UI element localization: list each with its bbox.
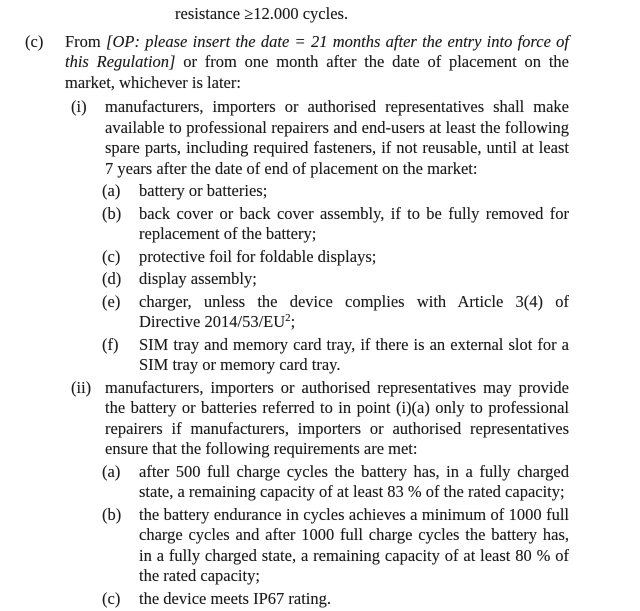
item-c-text-prefix: From <box>65 31 107 51</box>
point-i-sub-e <box>102 291 569 333</box>
point-i-sub-b <box>102 203 569 245</box>
point-i-sub-b-text: back cover or back cover assembly, if to be fully removed for replacement of the battery; <box>139 203 569 243</box>
item-c-text-suffix: or from one month after the date of placement on the market, whichever is later: <box>65 52 570 92</box>
point-i-sub-d <box>102 269 569 290</box>
point-ii-sub-c <box>102 588 569 610</box>
point-ii <box>71 377 569 460</box>
point-ii-text: manufacturers, importers or authorised representatives may provide the battery or batteries referred to in point (i)(a) only to professional repairers if manufacturers, importers or authorised representatives ensure that the following requirements are met: <box>105 377 569 458</box>
point-ii-sub-a <box>102 461 569 503</box>
point-i-sub-f-text: SIM tray and memory card tray, if there is an external slot for a SIM tray or memory card tray. <box>139 334 569 374</box>
item-c-text-italic: [OP: please insert the date = 21 months after the entry into force of this Regulation] <box>65 31 569 71</box>
point-i-sub-a <box>102 181 569 202</box>
point-i-sub-d-text: display assembly; <box>139 269 257 288</box>
point-i-text: manufacturers, importers or authorised representatives shall make available to professional repairers and end-users at least the following spare parts, including required fasteners, if not reusable, until at least 7 years after the date of end of placement on the market: <box>105 97 569 178</box>
point-ii-label: (ii) <box>71 377 92 397</box>
point-i <box>71 97 569 179</box>
point-i-sub-a-label: (a) <box>102 181 121 200</box>
point-i-sub-e-text-main: charger, unless the device complies with Article 3(4) of Directive 2014/53/EU <box>139 291 569 331</box>
point-i-sub-c <box>102 246 569 268</box>
point-i-sub-c-text: protective foil for foldable displays; <box>139 246 377 266</box>
point-ii-sub-c-label: (c) <box>102 588 121 608</box>
point-ii-sub-a-text: after 500 full charge cycles the battery has, in a fully charged state, a remaining capacity of at least 83 % of the rated capacity; <box>139 461 569 501</box>
point-i-sub-f-label: (f) <box>102 334 119 354</box>
point-ii-sub-a-label: (a) <box>102 461 121 481</box>
item-c <box>25 31 570 94</box>
footnote-reference: 2 <box>285 312 291 324</box>
point-i-sub-a-text: battery or batteries; <box>139 181 268 200</box>
point-ii-sub-b-text: the battery endurance in cycles achieves a minimum of 1000 full charge cycles and after 1000 full charge cycles the battery has, in a fully charged state, a remaining capacity of at least 80 % of the rated capacity; <box>139 504 569 585</box>
continuation-line: resistance ≥12.000 cycles. <box>175 4 349 23</box>
point-ii-sub-b <box>102 504 569 587</box>
point-i-sub-c-label: (c) <box>102 246 121 266</box>
point-i-sub-f <box>102 334 569 376</box>
point-ii-sub-c-text: the device meets IP67 rating. <box>139 588 331 608</box>
point-i-sub-e-text <box>139 292 569 333</box>
point-ii-sub-b-label: (b) <box>102 504 122 524</box>
point-i-label: (i) <box>71 97 87 116</box>
point-i-sub-e-text-end: ; <box>290 312 296 331</box>
item-c-label: (c) <box>25 31 44 51</box>
item-c-text <box>65 32 569 94</box>
point-i-sub-d-label: (d) <box>102 269 122 288</box>
point-i-sub-b-label: (b) <box>102 203 122 223</box>
point-i-sub-e-label: (e) <box>102 291 121 311</box>
